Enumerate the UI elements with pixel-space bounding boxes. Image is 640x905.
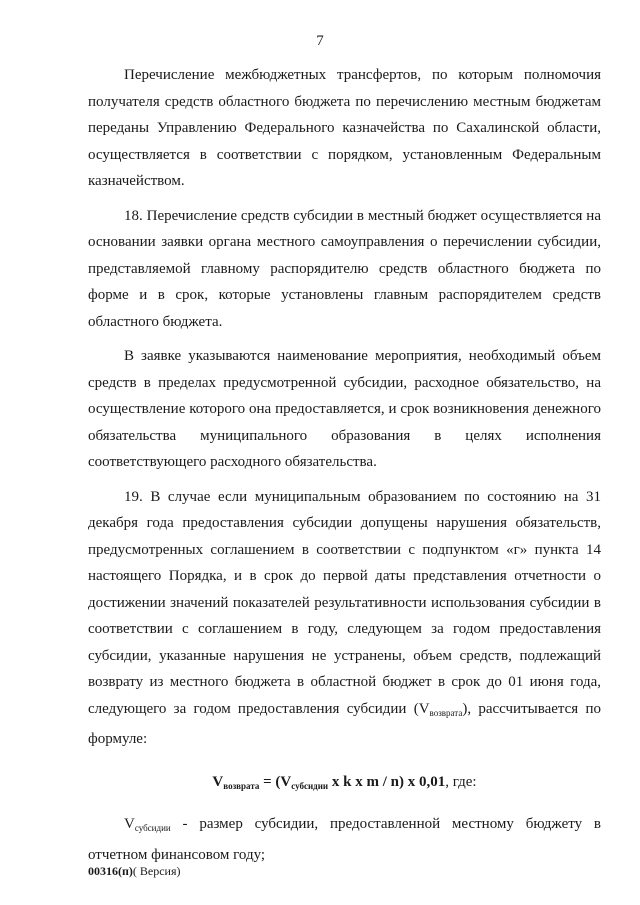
formula-v: V <box>212 773 224 790</box>
paragraph-18: 18. Перечисление средств субсидии в местный бюджет осуществляется на основании заявки органа местного самоуправления о перечислении субсидии, представляемой главному распорядителю средств областного бюджета по форме и в срок, которые установлены главным распорядителем средств областного бюджета. <box>88 207 601 330</box>
formula-tail: , где: <box>445 773 477 790</box>
formula-rest: x k x m / n) x 0,01 <box>328 773 446 790</box>
paragraph-19 <box>88 484 601 753</box>
paragraph-application: В заявке указываются наименование мероприятия, необходимый объем средств в пределах предусмотренной субсидии, расходное обязательство, на осуществление которого она предоставляется, и срок возникновения денежного обязательства муниципального образования в целях исполнения соответствующего расходного обязательства. <box>88 348 601 470</box>
formula-v-sub: возврата <box>223 780 260 791</box>
paragraph-transfers: Перечисление межбюджетных трансфертов, по которым полномочия получателя средств областного бюджета по перечислению местным бюджетам переданы Управлению Федерального казначейства по Сахалинской области, осуществляется в соответствии с порядком, установленным Федеральным казначейством. <box>88 67 601 189</box>
paragraph-19-subscript: возврата <box>429 707 463 718</box>
definition-v: V <box>124 816 135 832</box>
footer-code: 00316(п) <box>88 864 133 878</box>
formula <box>88 769 601 800</box>
definition-sub: субсидии <box>134 823 171 833</box>
page-number: 7 <box>316 33 324 49</box>
definition-text: - размер субсидии, предоставленной местному бюджету в отчетном финансовом году; <box>88 816 601 863</box>
paragraph-19-v: V <box>418 700 430 717</box>
footer <box>88 864 181 879</box>
footer-version: ( Версия) <box>132 864 181 878</box>
definition-subsidy <box>88 811 601 868</box>
formula-v2-sub: субсидии <box>291 780 329 791</box>
paragraph-19-tail: ), рассчитывается по формуле: <box>88 700 601 747</box>
paragraph-19-text: 19. В случае если муниципальным образованием по состоянию на 31 декабря года предоставления субсидии допущены нарушения обязательств, предусмотренных соглашением в соответствии с подпунктом «г» пункта 14 настоящего Порядка, и в срок до первой даты представления отчетности о достижении значений показателей результативности использования субсидии в соответствии с соглашением в году, следующем за годом предоставления субсидии, указанные нарушения не устранены, объем средств, подлежащий возврату из местного бюджета в областной бюджет в срок до 01 июня года, следующего за годом предоставления субсидии ( <box>88 488 601 717</box>
formula-eq: = (V <box>259 773 292 790</box>
document-body <box>88 62 601 876</box>
